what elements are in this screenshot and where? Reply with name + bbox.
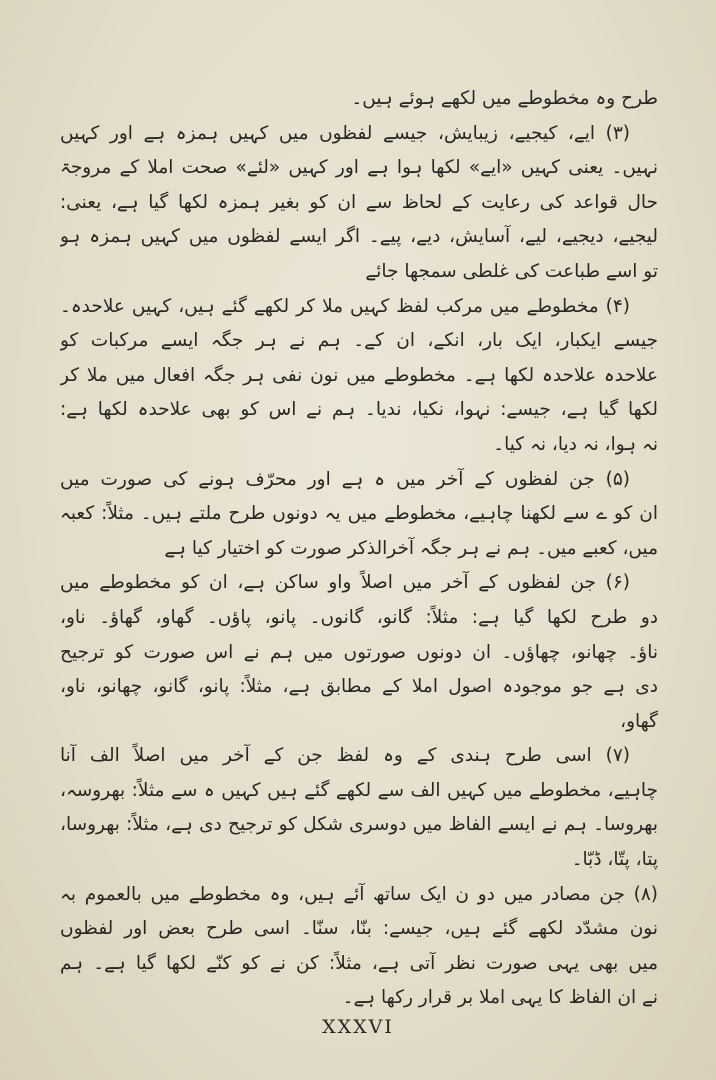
text-line: نے ان الفاظ کا یہی املا بر قرار رکھا ہے۔: [342, 987, 658, 1009]
text-line: پتا، پتّا، ڈبّا۔: [571, 849, 658, 871]
text-line: میں، کعبے میں۔ ہم نے ہر جگہ آخرالذکر صورت کو اختیار کیا ہے: [164, 537, 658, 559]
text-line: گھاو،: [620, 710, 658, 732]
text-line: علاحدہ علاحدہ لکھا ہے۔ مخطوطے میں نون نفی ہر جگہ افعال میں ملا کر: [60, 364, 658, 386]
text-line: دی ہے جو موجودہ اصول املا کے مطابق ہے، مثلاً: پانو، گانو، چھانو، ناو،: [60, 676, 658, 698]
text-line: (۷) اسی طرح ہندی کے وہ لفظ جن کے آخر میں اصلاً الف آنا: [60, 745, 630, 767]
text-line: ان کو ے سے لکھنا چاہیے، مخطوطے میں یہ دونوں طرح ملتے ہیں۔ مثلاً: کعبہ: [60, 503, 658, 525]
text-line: میں بھی یہی صورت نظر آتی ہے، مثلاً: کن نے کو کنّے لکھا گیا ہے۔ ہم: [60, 952, 658, 974]
text-line: نون مشدّد لکھے گئے ہیں، جیسے: بنّا، سنّا۔ اسی طرح بعض اور لفظوں: [60, 918, 658, 940]
text-line: (۳) ایے، کیجیے، زیبایش، جیسے لفظوں میں کہیں ہمزہ ہے اور کہیں: [60, 122, 630, 144]
text-line: ناؤ۔ چھانو، چھاؤں۔ ان دونوں صورتوں میں ہم نے اس صورت کو ترجیح: [60, 641, 658, 663]
page-body: [60, 82, 658, 1016]
text-line: جیسے ایکبار، ایک بار، انکے، ان کے۔ ہم نے ہر جگہ ایسے مرکبات کو: [60, 330, 658, 352]
page-number: XXXVI: [322, 1016, 394, 1038]
text-line: (۶) جن لفظوں کے آخر میں اصلاً واو ساکن ہے، ان کو مخطوطے میں: [60, 572, 630, 594]
text-line: حال قواعد کی رعایت کے لحاظ سے ان کو بغیر ہمزہ لکھا گیا ہے، یعنی:: [60, 191, 658, 213]
text-line: نہیں۔ یعنی کہیں «ایے» لکھا ہوا ہے اور کہیں «لئے» صحت املا کے مروجۃ: [60, 157, 658, 179]
text-line: تو اسے طباعت کی غلطی سمجھا جائے: [365, 260, 658, 282]
text-line: نہ ہوا، نہ دیا، نہ کیا۔: [493, 433, 658, 455]
text-line: طرح وہ مخطوطے میں لکھے ہوئے ہیں۔: [351, 88, 658, 109]
text-line: لکھا گیا ہے، جیسے: نہوا، نکیا، ندیا۔ ہم نے اس کو بھی علاحدہ لکھا ہے:: [60, 399, 658, 421]
text-line: چاہیے، مخطوطے میں کہیں الف سے لکھے گئے ہیں کہیں ہ سے مثلاً: بھروسہ،: [60, 779, 658, 801]
text-line: (۸) جن مصادر میں دو ن ایک ساتھ آئے ہیں، وہ مخطوطے میں بالعموم بہ: [60, 883, 658, 905]
text-line: دو طرح لکھا گیا ہے: مثلاً: گانو، گانوں۔ پانو، پاؤں۔ گھاو، گھاؤ۔ ناو،: [60, 606, 658, 628]
text-line: (۵) جن لفظوں کے آخر میں ہ ہے اور محرّف ہونے کی صورت میں: [60, 468, 630, 490]
text-line: لیجیے، دیجیے، لیے، آسایش، دیے، پیے۔ اگر ایسے لفظوں میں کہیں ہمزہ ہو: [60, 226, 658, 248]
text-line: (۴) مخطوطے میں مرکب لفظ کہیں ملا کر لکھے گئے ہیں، کہیں علاحدہ۔: [60, 295, 630, 317]
text-line: بھروسا۔ ہم نے ایسے الفاظ میں دوسری شکل کو ترجیح دی ہے، مثلاً: بھروسا،: [60, 814, 658, 836]
